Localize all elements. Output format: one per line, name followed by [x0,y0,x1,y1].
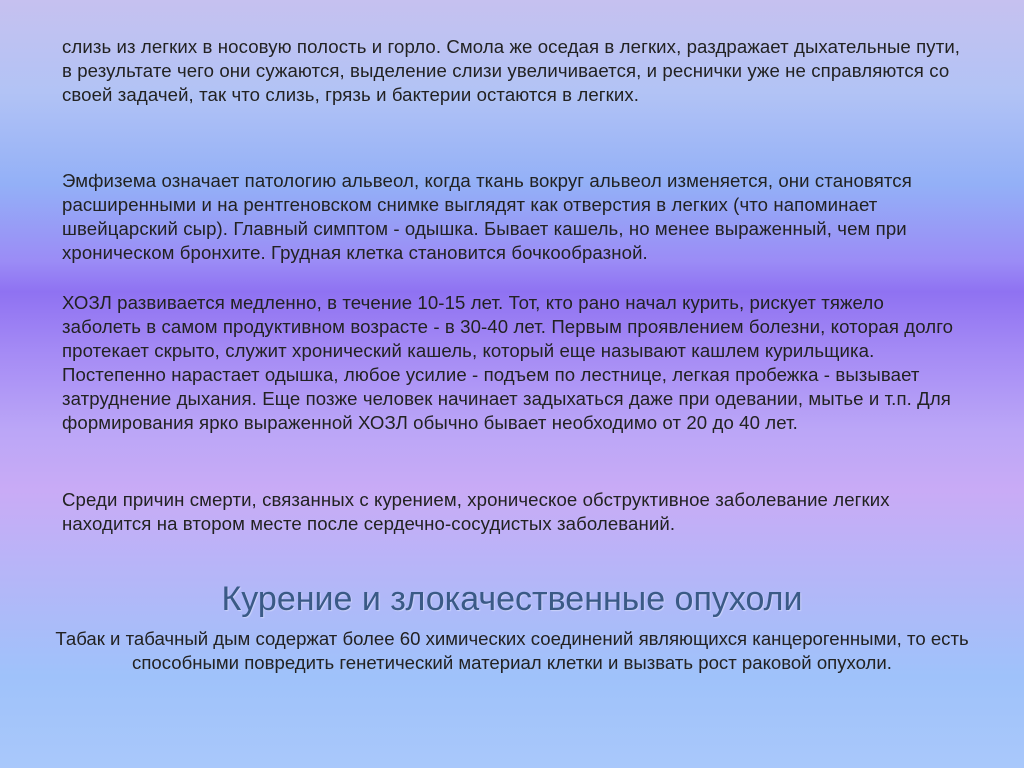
paragraph-copd-development: ХОЗЛ развивается медленно, в течение 10-15 лет. Тот, кто рано начал курить, рискует тяжело заболеть в самом продуктивном возрасте - в 30-40 лет. Первым проявлением болезни, которая долго протекает скрыто, служит хронический кашель, который еще называют кашлем курильщика. Постепенно нарастает одышка, любое усилие - подъем по лестнице, легкая пробежка - вызывает затруднение дыхания. Еще позже человек начинает задыхаться даже при одевании, мытье и т.п. Для формирования ярко выраженной ХОЗЛ обычно бывает необходимо от 20 до 40 лет. [62,292,954,433]
section-heading: Курение и злокачественные опухоли [221,580,803,618]
paragraph-emphysema: Эмфизема означает патологию альвеол, когда ткань вокруг альвеол изменяется, они становятся расширенными и на рентгеновском снимке выглядят как отверстия в легких (что напоминает швейцарский сыр). Главный симптом - одышка. Бывает кашель, но менее выраженный, чем при хроническом бронхите. Грудная клетка становится бочкообразной. [62,170,912,263]
paragraph-mucus: слизь из легких в носовую полость и горло. Смола же оседая в легких, раздражает дыхательные пути, в результате чего они сужаются, выделение слизи увеличивается, и реснички уже не справляются со своей задачей, так что слизь, грязь и бактерии остаются в легких. [62,36,961,105]
paragraph-causes-of-death: Среди причин смерти, связанных с курением, хроническое обструктивное заболевание легких находится на втором месте после сердечно-сосудистых заболеваний. [62,489,890,534]
paragraph-carcinogens: Табак и табачный дым содержат более 60 химических соединений являющихся канцерогенными, то есть способными повредить генетический материал клетки и вызвать рост раковой опухоли. [55,628,969,673]
